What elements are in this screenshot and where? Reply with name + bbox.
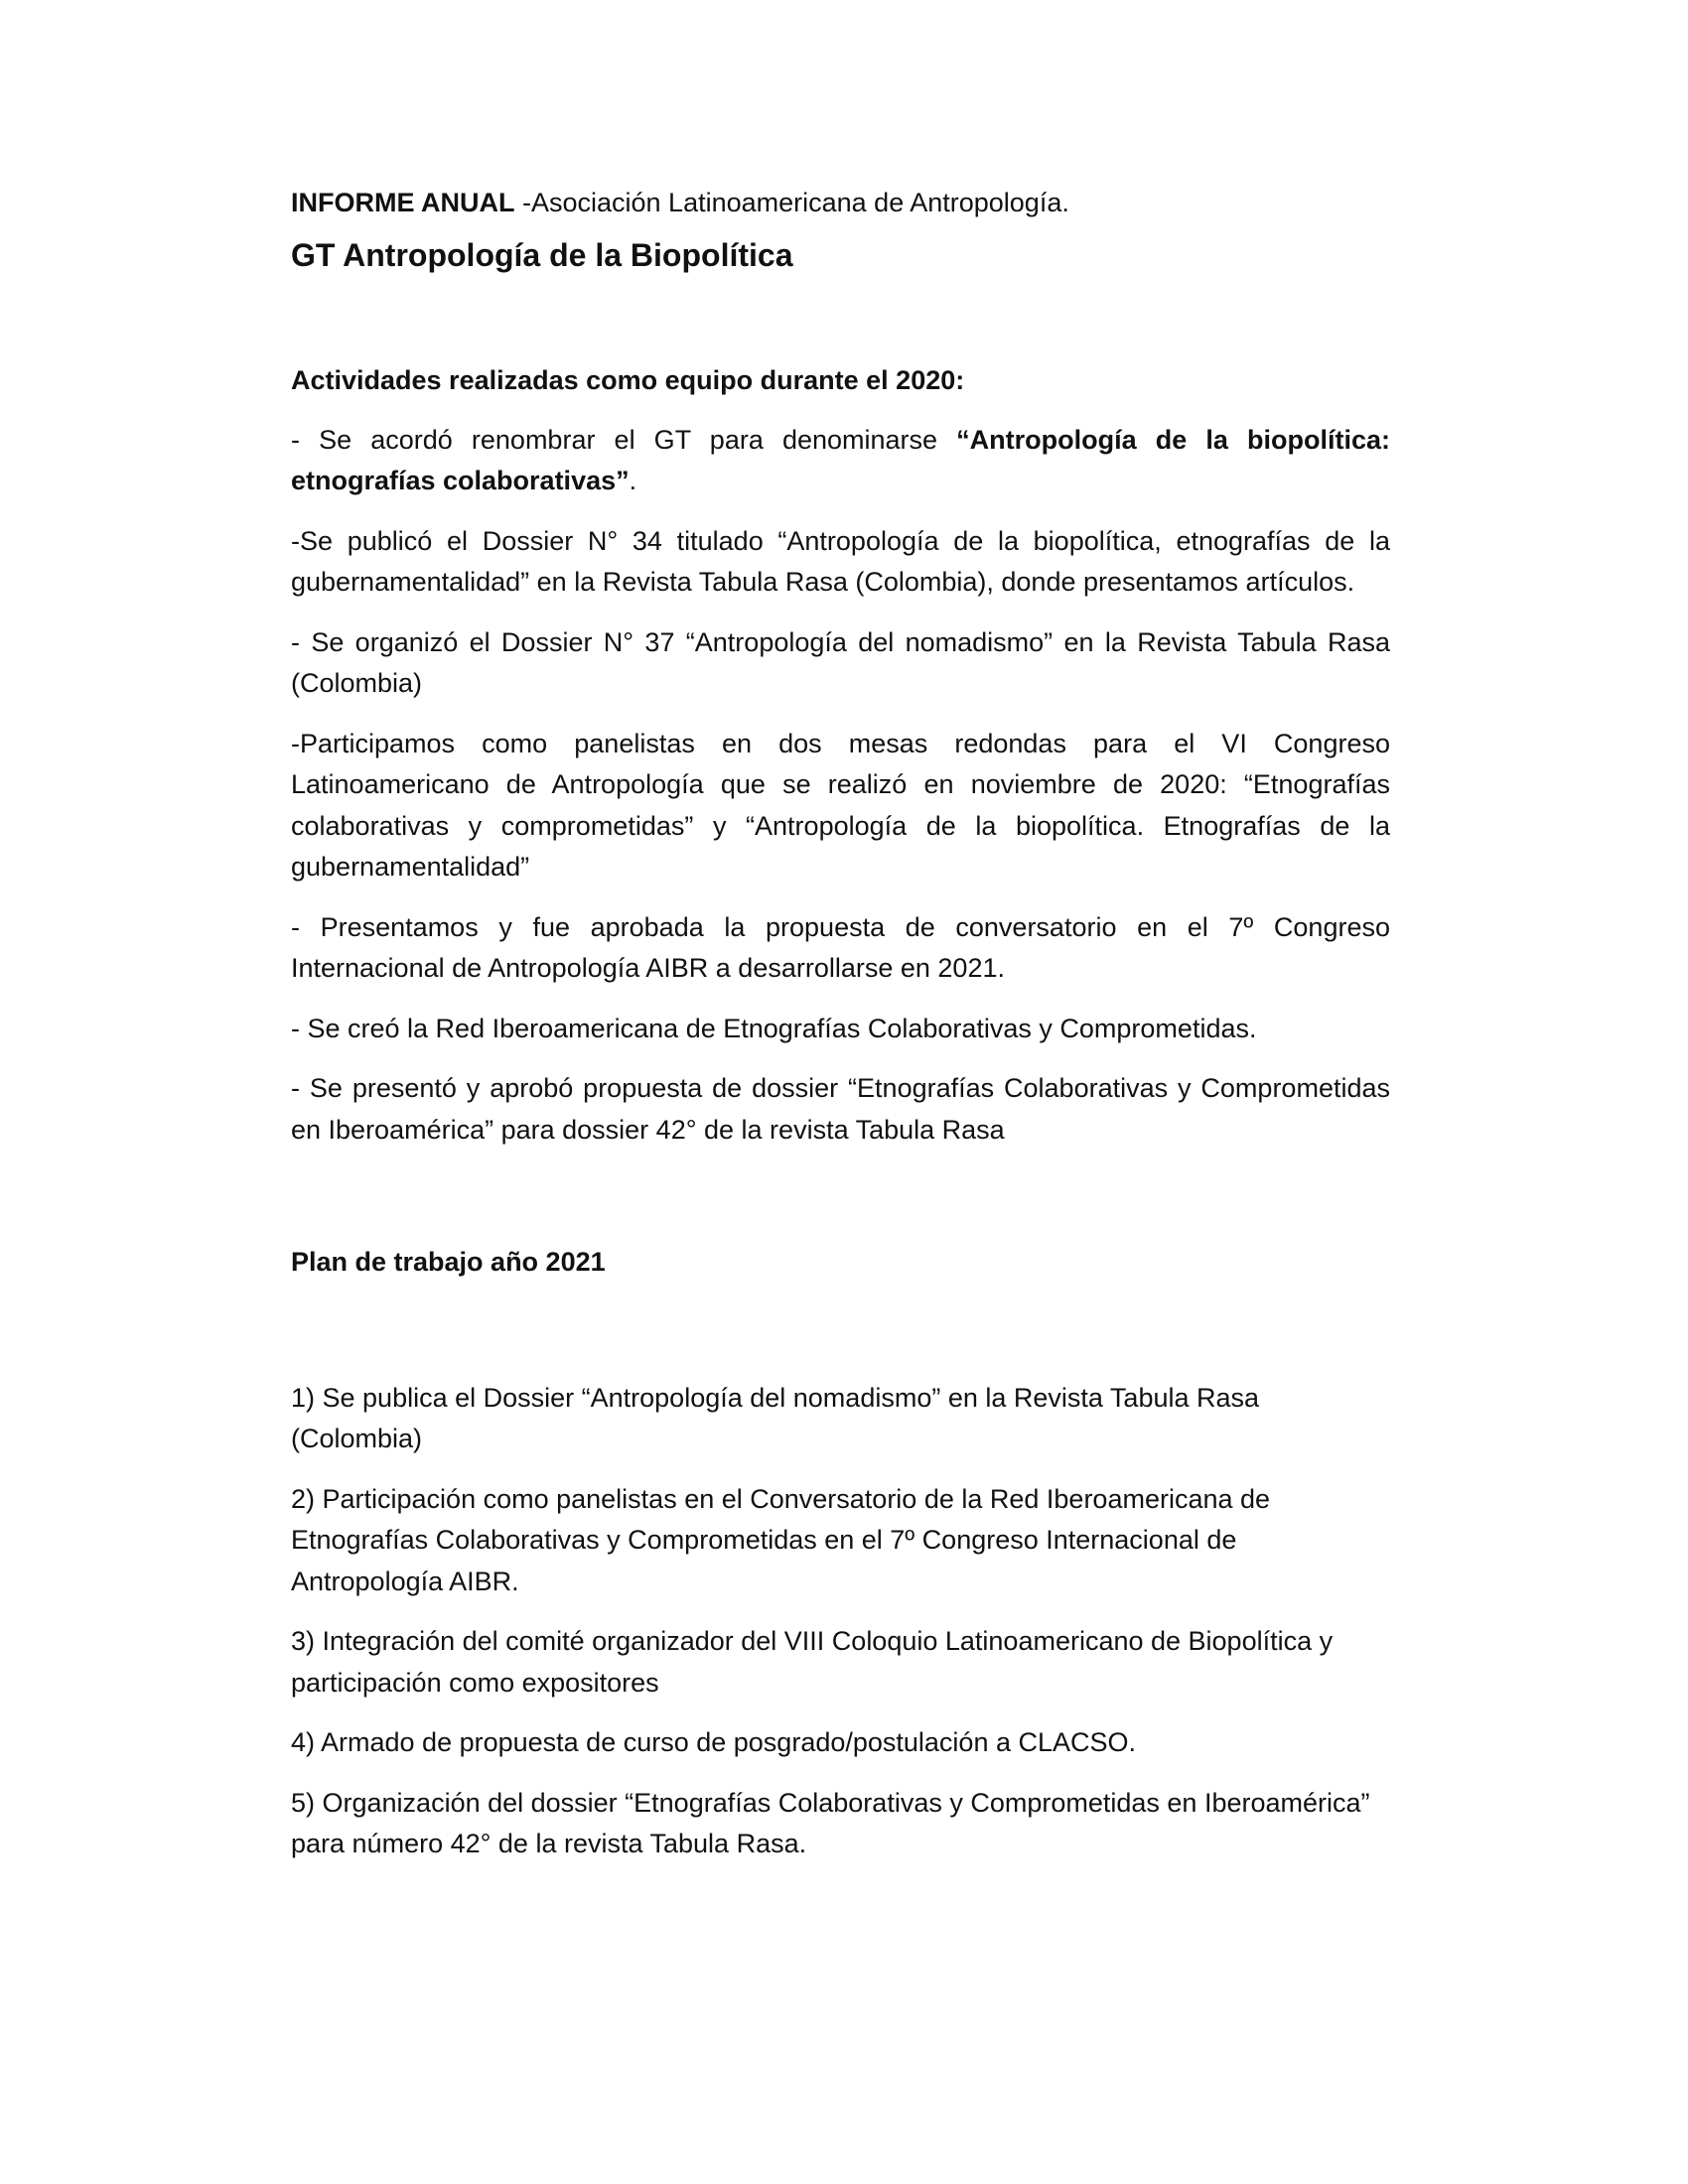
plan-item: 3) Integración del comité organizador del VIII Coloquio Latinoamericano de Biopolítica y participación como expositores <box>291 1626 1334 1698</box>
activities-heading: Actividades realizadas como equipo durante el 2020: <box>291 365 965 395</box>
activity-item-bold: “Antropología de la biopolítica: etnografías colaborativas” <box>291 424 1390 495</box>
activity-item: -Participamos como panelistas en dos mesas redondas para el VI Congreso Latinoamericano de Antropología que se realizó en noviembre de 2020: “Etnografías colaborativas y comprometidas” y “Antropología de la biopolítica. Etnografías de la gubernamentalidad” <box>291 728 1390 882</box>
activity-item <box>291 420 1390 502</box>
plan-item: 2) Participación como panelistas en el Conversatorio de la Red Iberoamericana de Etnografías Colaborativas y Comprometidas en el 7º Congreso Internacional de Antropología AIBR. <box>291 1483 1271 1596</box>
activity-item: - Se creó la Red Iberoamericana de Etnografías Colaborativas y Comprometidas. <box>291 1013 1257 1043</box>
plan-item: 1) Se publica el Dossier “Antropología del nomadismo” en la Revista Tabula Rasa (Colombia) <box>291 1382 1260 1453</box>
activity-item: -Se publicó el Dossier N° 34 titulado “Antropología de la biopolítica, etnografías de la gubernamentalidad” en la Revista Tabula Rasa (Colombia), donde presentamos artículos. <box>291 525 1390 597</box>
report-title-rest: -Asociación Latinoamericana de Antropología. <box>514 188 1069 217</box>
plan-item: 4) Armado de propuesta de curso de posgrado/postulación a CLACSO. <box>291 1727 1137 1757</box>
plan-item: 5) Organización del dossier “Etnografías Colaborativas y Comprometidas en Iberoamérica” para número 42° de la revista Tabula Rasa. <box>291 1787 1370 1858</box>
report-title <box>291 184 1390 221</box>
activity-item-pre: - Se acordó renombrar el GT para denominarse <box>291 424 957 455</box>
plan-heading: Plan de trabajo año 2021 <box>291 1247 606 1277</box>
activity-item: - Presentamos y fue aprobada la propuesta de conversatorio en el 7º Congreso Internacional de Antropología AIBR a desarrollarse en 2021. <box>291 911 1390 983</box>
activity-item-post: . <box>629 466 637 495</box>
activity-item: - Se organizó el Dossier N° 37 “Antropología del nomadismo” en la Revista Tabula Rasa (Colombia) <box>291 626 1390 698</box>
activity-item: - Se presentó y aprobó propuesta de dossier “Etnografías Colaborativas y Comprometidas en Iberoamérica” para dossier 42° de la revista Tabula Rasa <box>291 1073 1390 1145</box>
report-title-bold: INFORME ANUAL <box>291 188 515 217</box>
document-page <box>291 184 1390 1865</box>
working-group-title: GT Antropología de la Biopolítica <box>291 237 793 273</box>
